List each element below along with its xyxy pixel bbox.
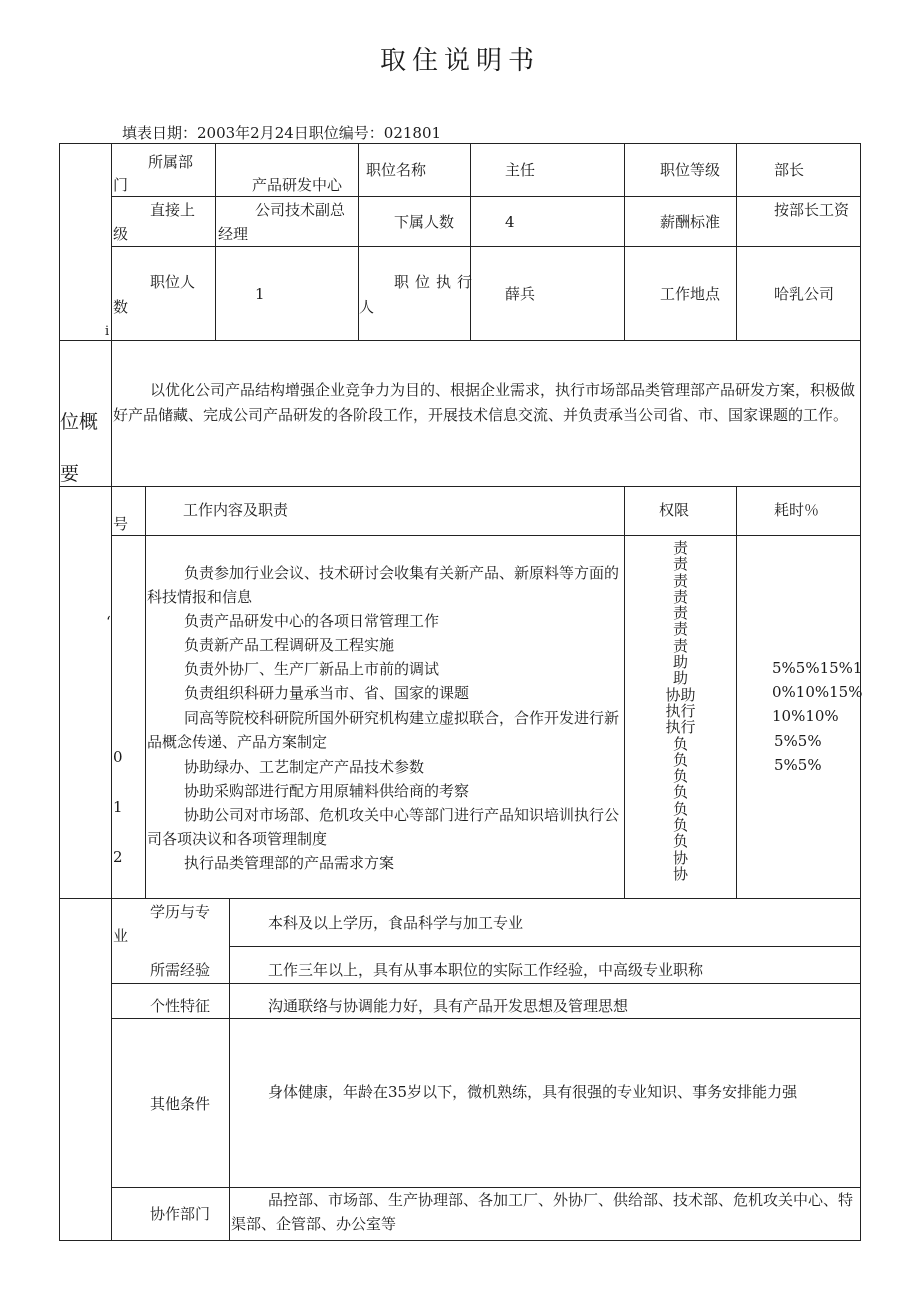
authority-mark: 助 xyxy=(672,669,688,688)
education-label: 学历与专 xyxy=(150,903,211,921)
duty-item: 同高等院校科研院所国外研究机构建立虚拟联合，合作开发进行新品概念传递、产品方案制定 xyxy=(147,709,620,751)
position-name-value: 主任 xyxy=(505,161,536,179)
document-title: 取住说明书 xyxy=(379,46,540,76)
authority-mark: 负 xyxy=(672,816,688,835)
time-line: 0%10%15% xyxy=(772,683,863,701)
duty-item: 协助公司对市场部、危机攻关中心等部门进行产品知识培训执行公司各项决议和各项管理制度 xyxy=(147,806,620,848)
other-conditions-value: 身体健康，年龄在35岁以下，微机熟练，具有很强的专业知识、事务安排能力强 xyxy=(268,1083,798,1101)
time-line: 10%10% xyxy=(772,707,839,725)
duty-time-header: 耗时％ xyxy=(774,501,820,519)
authority-mark: 协助 xyxy=(665,685,696,704)
personality-value: 沟通联络与协调能力好，具有产品开发思想及管理思想 xyxy=(268,997,629,1015)
authority-mark: 责 xyxy=(672,571,688,590)
time-line: 5%5% xyxy=(774,732,822,750)
other-conditions-label: 其他条件 xyxy=(150,1095,211,1113)
duty-item: 负责组织科研力量承当市、省、国家的课题 xyxy=(184,684,470,702)
superior-value-cont: 经理 xyxy=(218,225,249,243)
duty-item: 负责外协厂、生产厂新品上市前的调试 xyxy=(184,660,440,678)
executor-value: 薛兵 xyxy=(505,285,536,303)
authority-mark: 责 xyxy=(672,587,688,606)
authority-mark: 协 xyxy=(672,848,688,867)
authority-mark: 执行 xyxy=(665,701,696,720)
authority-mark: 责 xyxy=(672,555,688,574)
superior-label: 直接上 xyxy=(150,201,196,219)
personality-label: 个性特征 xyxy=(150,997,211,1015)
duty-item: 执行品类管理部的产品需求方案 xyxy=(184,854,395,872)
authority-mark: 负 xyxy=(672,734,688,753)
overview-label: 位概 xyxy=(60,411,99,433)
authority-mark: 执行 xyxy=(665,718,696,737)
authority-mark: 负 xyxy=(672,799,688,818)
cooperation-value: 品控部、市场部、生产协理部、各加工厂、外协厂、供给部、技术部、危机攻关中心、特渠部、企管部、办公室等 xyxy=(231,1191,854,1233)
education-value: 本科及以上学历，食品科学与加工专业 xyxy=(268,914,524,932)
experience-value: 工作三年以上，具有从事本职位的实际工作经验，中高级专业职称 xyxy=(268,961,704,979)
superior-label-cont: 级 xyxy=(113,225,129,243)
position-grade-label: 职位等级 xyxy=(660,161,721,179)
authority-column xyxy=(625,540,736,882)
experience-label: 所需经验 xyxy=(150,961,211,979)
time-line: 5%5%15%1 xyxy=(772,659,863,677)
cooperation-label: 协作部门 xyxy=(150,1205,211,1223)
subordinates-value: 4 xyxy=(505,213,515,231)
dept-label: 所属部 xyxy=(148,153,194,171)
headcount-value: 1 xyxy=(255,285,265,303)
location-value: 哈乳公司 xyxy=(774,285,835,303)
location-label: 工作地点 xyxy=(660,285,721,303)
authority-mark: 助 xyxy=(672,653,688,672)
fill-info-line: 填表日期：2003年2月24日职位编号：021801 xyxy=(122,124,442,142)
headcount-label-cont: 数 xyxy=(113,298,129,316)
duty-item: 协助采购部进行配方用原辅料供给商的考察 xyxy=(184,782,470,800)
authority-mark: 负 xyxy=(672,783,688,802)
position-grade-value: 部长 xyxy=(774,161,805,179)
authority-mark: 责 xyxy=(672,604,688,623)
executor-label: 职位执行 xyxy=(394,273,479,291)
education-label-cont: 业 xyxy=(113,927,129,945)
dept-label-cont: 门 xyxy=(113,176,129,194)
duty-left-mark: ‘ xyxy=(106,613,111,631)
time-line: 5%5% xyxy=(774,756,822,774)
duty-content-header: 工作内容及职责 xyxy=(183,501,289,519)
duty-authority-header: 权限 xyxy=(659,501,690,519)
overview-label-cont: 要 xyxy=(60,463,80,485)
position-name-label: 职位名称 xyxy=(366,161,427,179)
authority-mark: 负 xyxy=(672,767,688,786)
overview-text: 以优化公司产品结构增强企业竞争力为目的、根据企业需求，执行市场部品类管理部产品研发方案，积极做好产品储藏、完成公司产品研发的各阶段工作，开展技术信息交流、并负责承当公司省、市、国家课题的工作。 xyxy=(113,381,856,424)
duty-number: 2 xyxy=(113,848,123,866)
duty-item: 负责产品研发中心的各项日常管理工作 xyxy=(184,612,440,630)
executor-label-cont: 人 xyxy=(359,298,375,316)
authority-mark: 责 xyxy=(672,620,688,639)
authority-mark: 责 xyxy=(672,539,688,557)
superior-value: 公司技术副总 xyxy=(255,201,346,219)
authority-mark: 责 xyxy=(672,636,688,655)
authority-mark: 协 xyxy=(672,864,688,883)
headcount-label: 职位人 xyxy=(150,273,196,291)
subordinates-label: 下属人数 xyxy=(394,213,455,231)
duty-item: 协助绿办、工艺制定产产品技术参数 xyxy=(184,758,425,776)
salary-value: 按部长工资 xyxy=(774,201,850,219)
duty-item: 负责新产品工程调研及工程实施 xyxy=(184,636,395,654)
duty-no-header: 号 xyxy=(113,515,129,533)
salary-label: 薪酬标准 xyxy=(660,213,721,231)
dept-value: 产品研发中心 xyxy=(252,176,343,194)
corner-mark: i xyxy=(105,324,110,339)
duty-number: 0 xyxy=(113,748,123,766)
authority-mark: 负 xyxy=(672,832,688,851)
authority-mark: 负 xyxy=(672,750,688,769)
duty-item: 负责参加行业会议、技术研讨会收集有关新产品、新原料等方面的科技情报和信息 xyxy=(147,564,620,606)
duty-number: 1 xyxy=(113,798,123,816)
